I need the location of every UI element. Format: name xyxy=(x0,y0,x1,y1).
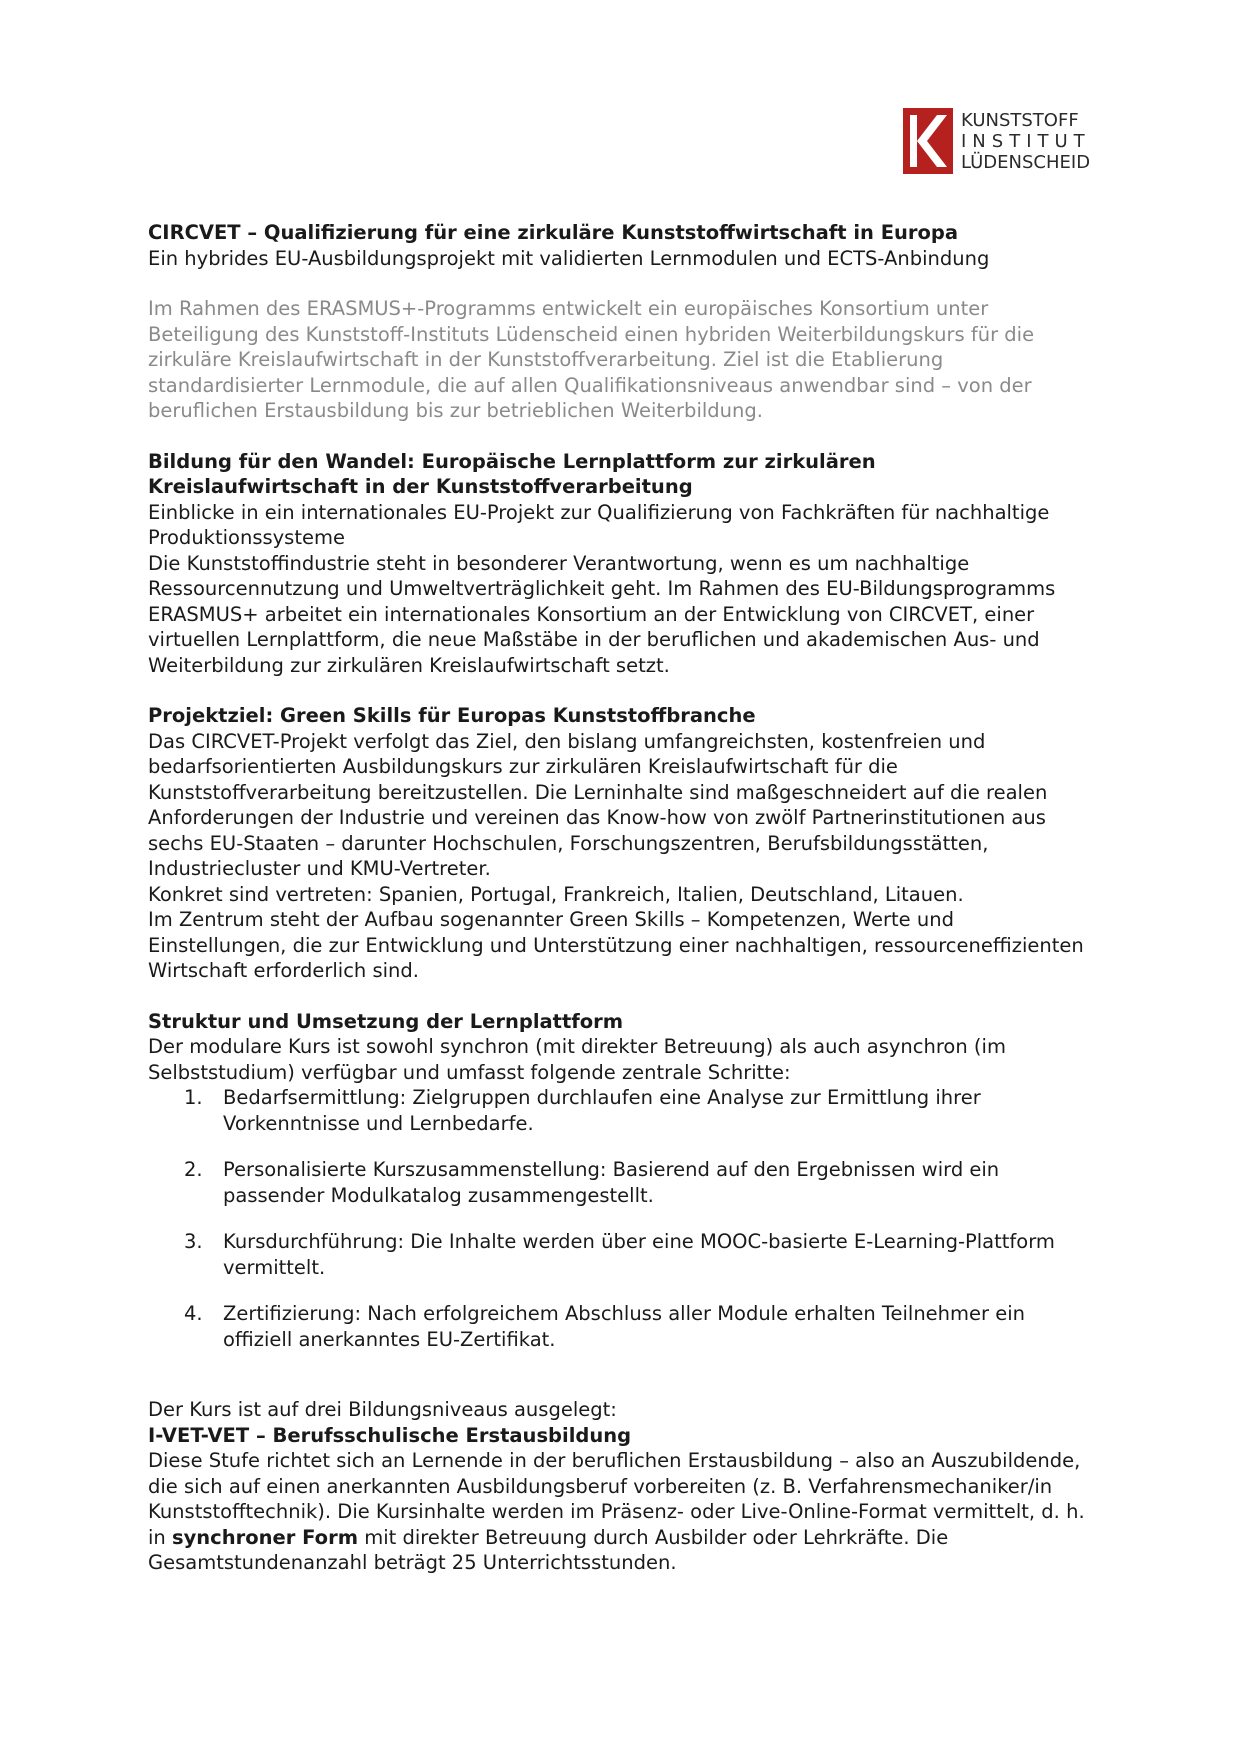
section-1-heading: Bildung für den Wandel: Europäische Lernplattform zur zirkulären Kreislaufwirtschaft in der Kunststoffverarbeitung xyxy=(148,449,876,498)
list-item-text: Personalisierte Kurszusammenstellung: Basierend auf den Ergebnissen wird ein passender Modulkatalog zusammengestellt. xyxy=(223,1158,1000,1207)
logo-wordmark xyxy=(961,110,1091,173)
section-4-heading: I-VET-VET – Berufsschulische Erstausbildung xyxy=(148,1423,632,1447)
list-item xyxy=(148,1229,1088,1280)
section-4-lead: Der Kurs ist auf drei Bildungsniveaus ausgelegt: xyxy=(148,1398,617,1421)
list-item-number: 2. xyxy=(184,1158,203,1181)
list-item xyxy=(148,1157,1088,1208)
list-item-text: Bedarfsermittlung: Zielgruppen durchlaufen eine Analyse zur Ermittlung ihrer Vorkenntnisse und Lernbedarfe. xyxy=(223,1086,981,1135)
logo-line-3: LÜDENSCHEID xyxy=(961,152,1091,173)
section-1-paragraph-1: Einblicke in ein internationales EU-Projekt zur Qualifizierung von Fachkräften für nachhaltige Produktionssysteme xyxy=(148,500,1050,549)
list-item-number: 1. xyxy=(184,1086,203,1109)
kunststoff-institut-logo xyxy=(903,108,1103,178)
intro-paragraph: Im Rahmen des ERASMUS+-Programms entwickelt ein europäisches Konsortium unter Beteiligung des Kunststoff-Instituts Lüdenscheid einen hybriden Weiterbildungskurs für die zirkuläre Kreislaufwirtschaft in der Kunststoffverarbeitung. Ziel ist die Etablierung standardisierter Lernmodule, die auf allen Qualifikationsniveaus anwendbar sind – von der beruflichen Erstausbildung bis zur betrieblichen Weiterbildung. xyxy=(148,297,1035,422)
list-item-number: 4. xyxy=(184,1302,203,1325)
logo-line-1: KUNSTSTOFF xyxy=(961,110,1079,131)
section-2-paragraph-2: Konkret sind vertreten: Spanien, Portugal, Frankreich, Italien, Deutschland, Litauen. xyxy=(148,882,964,906)
section-3-heading: Struktur und Umsetzung der Lernplattform xyxy=(148,1009,624,1033)
section-1-paragraph-2: Die Kunststoffindustrie steht in besonderer Verantwortung, wenn es um nachhaltige Ressourcennutzung und Umweltverträglichkeit geht. Im Rahmen des EU-Bildungsprogramms ERASMUS+ arbeitet ein internationales Konsortium an der Entwicklung von CIRCVET, einer virtuellen Lernplattform, die neue Maßstäbe in der beruflichen und akademischen Aus- und Weiterbildung zur zirkulären Kreislaufwirtschaft setzt. xyxy=(148,551,1056,677)
section-4-bold-phrase: synchroner Form xyxy=(171,1525,359,1549)
section-2-paragraph-1: Das CIRCVET-Projekt verfolgt das Ziel, den bislang umfangreichsten, kostenfreien und bedarfsorientierten Ausbildungskurs zur zirkulären Kreislaufwirtschaft für die Kunststoffverarbeitung bereitzustellen. Die Lerninhalte sind maßgeschneidert auf die realen Anforderungen der Industrie und vereinen das Know-how von zwölf Partnerinstitutionen aus sechs EU-Staaten – darunter Hochschulen, Forschungszentren, Berufsbildungsstätten, Industriecluster und KMU-Vertreter. xyxy=(148,729,1048,880)
logo-k-mark-icon xyxy=(903,108,953,174)
section-4-text-a: Diese Stufe richtet sich an Lernende in der beruflichen Erstausbildung – also an Auszubildende, die sich auf einen anerkannten Ausbildungsberuf vorbereiten (z. B. Verfahrensmechaniker/in Kunststofftechnik). Die Kursinhalte werden im Präsenz- oder Live-Online-Format vermittelt, d. h. in xyxy=(148,1449,1085,1549)
list-item xyxy=(148,1085,1088,1136)
steps-list xyxy=(148,1085,1088,1352)
logo-line-2: INSTITUT xyxy=(961,131,1091,152)
document-title: CIRCVET – Qualifizierung für eine zirkuläre Kunststoffwirtschaft in Europa xyxy=(148,221,959,244)
document-body xyxy=(148,220,1088,1576)
section-2-paragraph-3: Im Zentrum steht der Aufbau sogenannter Green Skills – Kompetenzen, Werte und Einstellungen, die zur Entwicklung und Unterstützung einer nachhaltigen, ressourceneffizienten Wirtschaft erforderlich sind. xyxy=(148,908,1084,982)
section-4-text-b: mit direkter Betreuung durch Ausbilder oder Lehrkräfte. Die Gesamtstundenanzahl beträgt 25 Unterrichtsstunden. xyxy=(148,1525,949,1574)
document-subtitle: Ein hybrides EU-Ausbildungsprojekt mit validierten Lernmodulen und ECTS-Anbindung xyxy=(148,246,990,270)
list-item-text: Zertifizierung: Nach erfolgreichem Abschluss aller Module erhalten Teilnehmer ein offiziell anerkanntes EU-Zertifikat. xyxy=(223,1302,1026,1351)
section-4-paragraph-1 xyxy=(148,1448,1088,1576)
section-3-paragraph-1: Der modulare Kurs ist sowohl synchron (mit direkter Betreuung) als auch asynchron (im Selbststudium) verfügbar und umfasst folgende zentrale Schritte: xyxy=(148,1035,1006,1084)
list-item xyxy=(148,1301,1088,1352)
list-item-number: 3. xyxy=(184,1230,203,1253)
section-2-heading: Projektziel: Green Skills für Europas Kunststoffbranche xyxy=(148,704,756,727)
list-item-text: Kursdurchführung: Die Inhalte werden über eine MOOC-basierte E-Learning-Plattform vermittelt. xyxy=(223,1230,1055,1279)
